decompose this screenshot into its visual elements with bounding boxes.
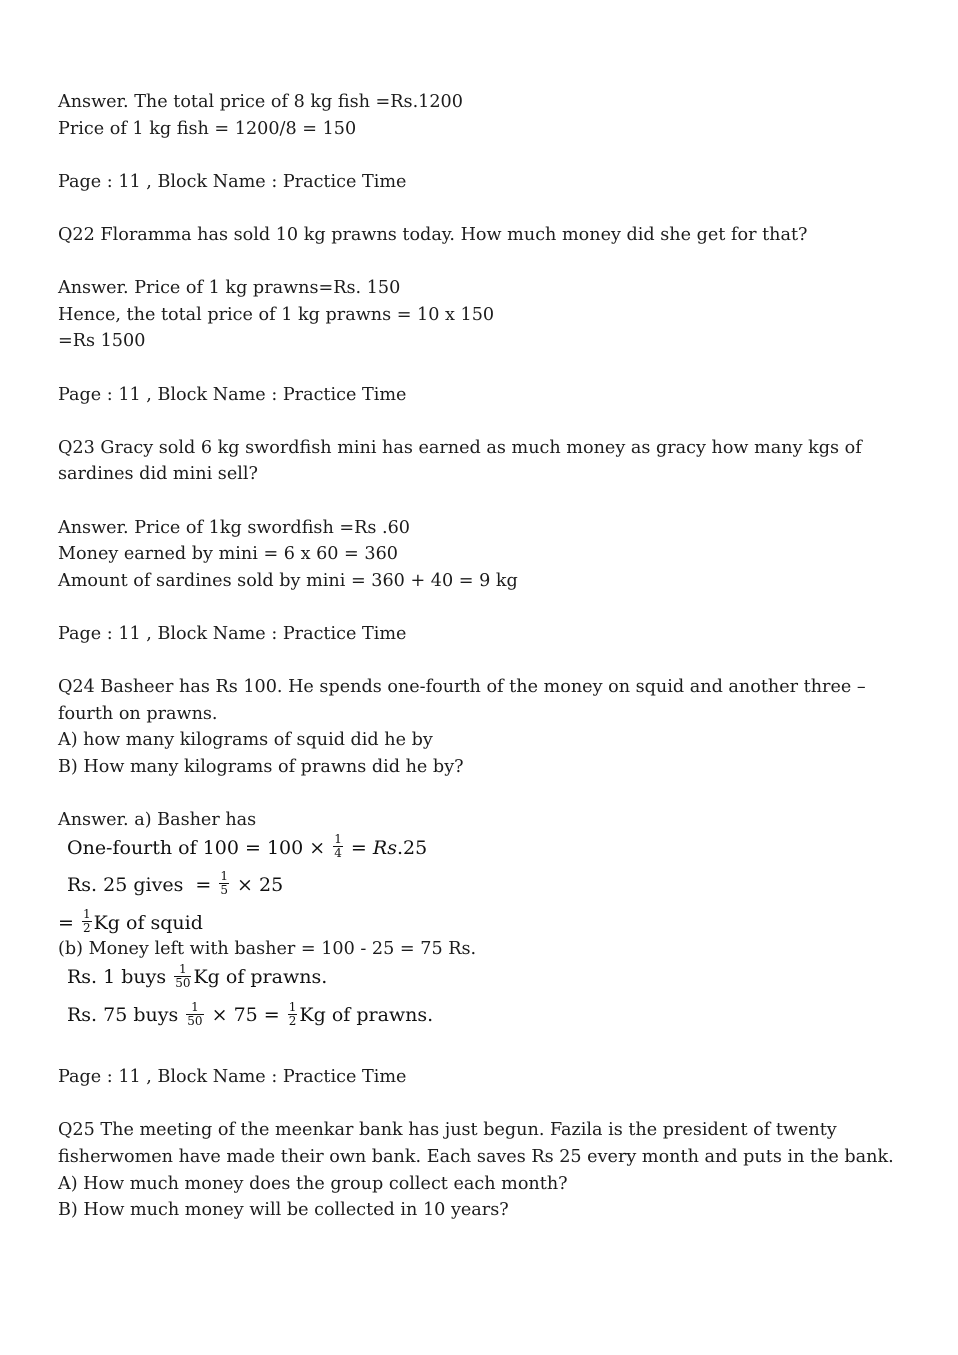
q24-part-b: B) How many kilograms of prawns did he by? (58, 756, 464, 777)
q25-question: Q25 The meeting of the meenkar bank has just begun. Fazila is the president of twenty fisherwomen have made their own bank. Each saves Rs 25 every month and puts in the bank. (58, 1120, 894, 1167)
math-line-rs1-buys: Rs. 1 buys $\frac{1}{50}$ Kg of prawns. (67, 961, 328, 990)
q24-answer-b: (b) Money left with basher = 100 - 25 = 75 Rs. (58, 938, 477, 959)
q24-part-a: A) how many kilograms of squid did he by (58, 730, 433, 751)
q24-answer-a-intro: Answer. a) Basher has (58, 810, 257, 831)
page-reference: Page : 11 , Block Name : Practice Time (58, 384, 407, 405)
q22-question: Q22 Floramma has sold 10 kg prawns today. How much money did she get for that? (58, 224, 808, 245)
q23-answer-line-1: Answer. Price of 1kg swordfish =Rs .60 (58, 517, 410, 538)
page-reference: Page : 11 , Block Name : Practice Time (58, 171, 407, 192)
fraction: $\frac{1}{5}$ (220, 869, 228, 898)
math-line-kg-squid: = $\frac{1}{2}$ Kg of squid (58, 907, 203, 936)
q23-answer-line-3: Amount of sardines sold by mini = 360 + 40 = 9 kg (58, 570, 518, 591)
page-reference: Page : 11 , Block Name : Practice Time (58, 1067, 407, 1088)
fraction: $\frac{1}{2}$ (82, 907, 91, 936)
q22-answer-line-1: Answer. Price of 1 kg prawns=Rs. 150 (58, 278, 401, 299)
math-line-rs25-gives: Rs. 25 gives = $\frac{1}{5}$ × 25 (67, 869, 284, 898)
fraction: $\frac{1}{50}$ (175, 961, 191, 990)
document-page (58, 89, 908, 1224)
q23-question: Q23 Gracy sold 6 kg swordfish mini has earned as much money as gracy how many kgs of sardines did mini sell? (58, 437, 862, 485)
q22-answer-line-3: =Rs 1500 (58, 331, 146, 352)
q22-answer-line-2: Hence, the total price of 1 kg prawns = 10 x 150 (58, 304, 495, 325)
math-line-rs75-buys: Rs. 75 buys $\frac{1}{50}$ × 75 = $\frac{1}{2}$ Kg of prawns. (67, 999, 434, 1028)
fraction: $\frac{1}{2}$ (288, 999, 297, 1028)
math-line-one-fourth: One-fourth of 100 = 100 × $\frac{1}{4}$ = Rs.25 (67, 832, 428, 861)
page-reference: Page : 11 , Block Name : Practice Time (58, 623, 407, 644)
q21-answer-line-1: Answer. The total price of 8 kg fish =Rs.1200 (58, 92, 463, 112)
q25-part-b: B) How much money will be collected in 10 years? (58, 1200, 509, 1221)
fraction: $\frac{1}{50}$ (187, 999, 203, 1028)
q21-answer-line-2: Price of 1 kg fish = 1200/8 = 150 (58, 118, 357, 139)
q24-question: Q24 Basheer has Rs 100. He spends one-fourth of the money on squid and another three – fourth on prawns. (58, 677, 866, 724)
q23-answer-line-2: Money earned by mini = 6 x 60 = 360 (58, 544, 398, 565)
q25-part-a: A) How much money does the group collect each month? (58, 1173, 568, 1194)
fraction: $\frac{1}{4}$ (334, 832, 342, 861)
